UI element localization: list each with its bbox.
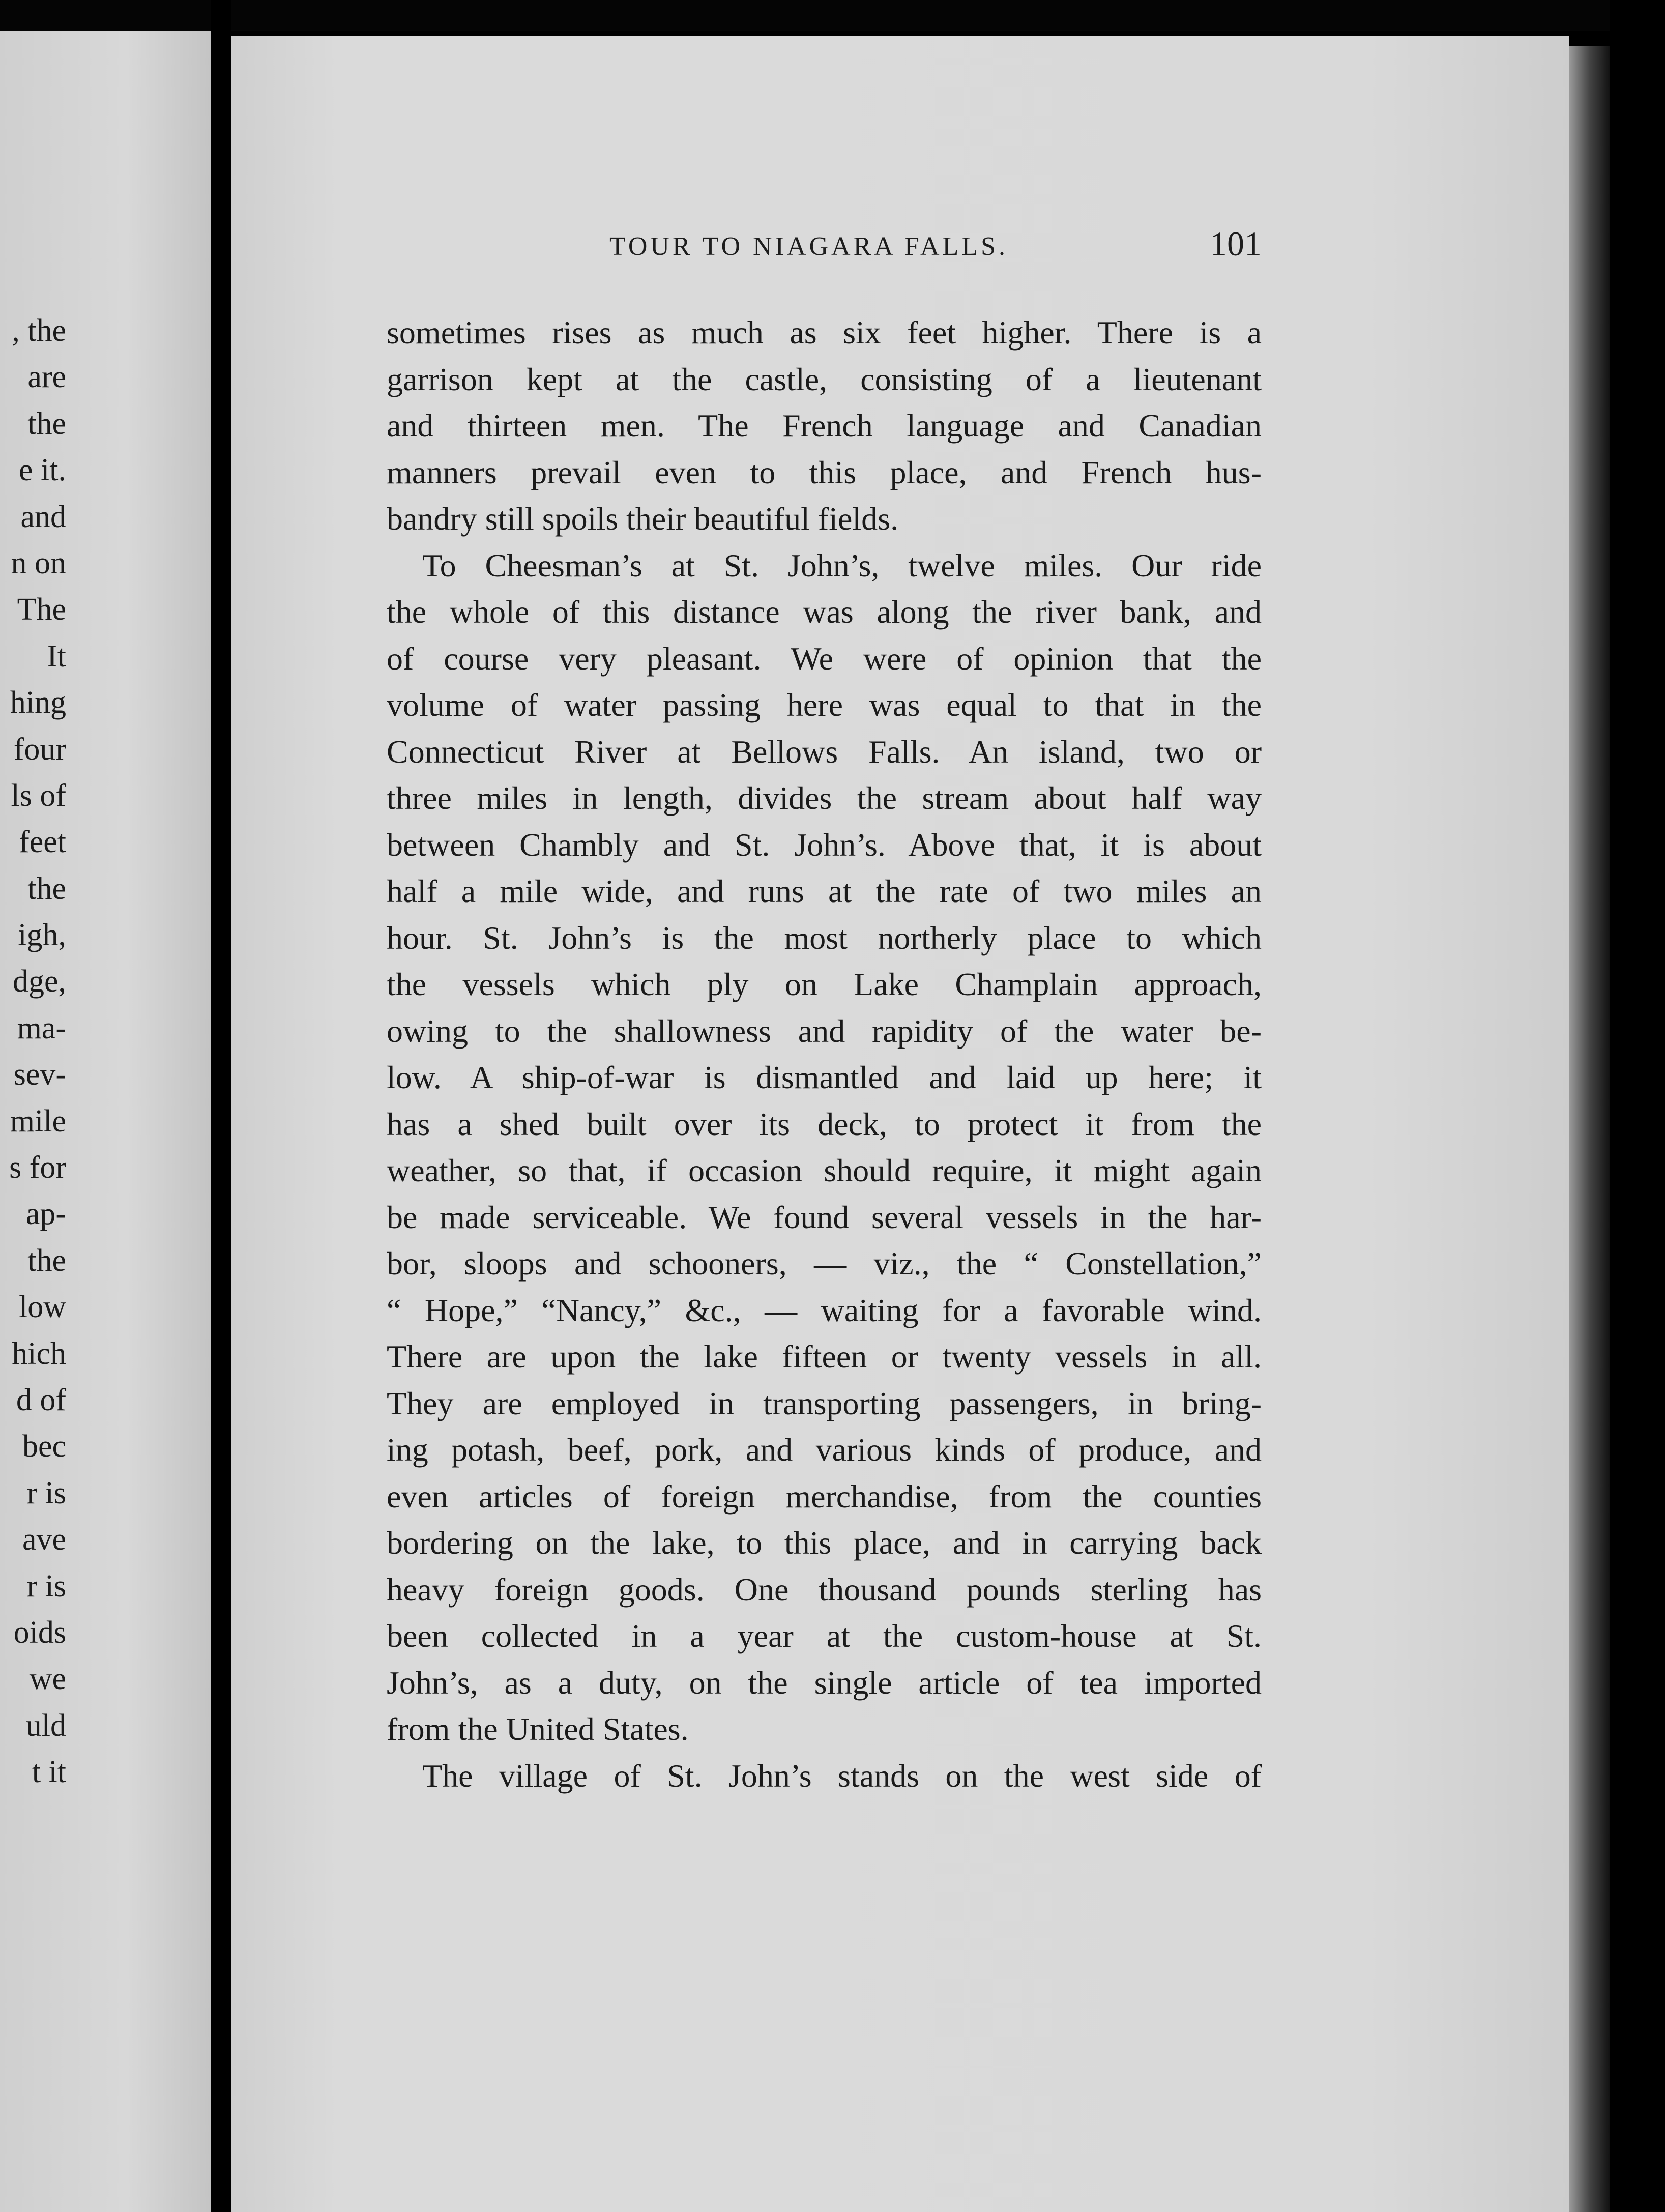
text-line: the vessels which ply on Lake Champlain approach, [387, 966, 1262, 1002]
prev-line: hich [12, 1336, 66, 1371]
body-text [387, 309, 1262, 1799]
text-line: low. A ship-of-war is dismantled and laid up here; it [387, 1059, 1262, 1095]
gutter-divider [211, 0, 231, 2212]
text-line: ing potash, beef, pork, and various kinds of produce, and [387, 1432, 1262, 1468]
text-line: three miles in length, divides the stream about half way [387, 780, 1262, 816]
prev-line: we [29, 1662, 66, 1697]
prev-line: and [20, 499, 66, 534]
text-line: of course very pleasant. We were of opinion that the [387, 640, 1262, 677]
text-line: There are upon the lake fifteen or twenty vessels in all. [387, 1338, 1262, 1375]
text-line: Connecticut River at Bellows Falls. An island, two or [387, 733, 1262, 770]
text-line: manners prevail even to this place, and French hus- [387, 454, 1262, 490]
prev-line: ma- [17, 1010, 66, 1045]
page-number: 101 [1210, 224, 1262, 263]
text-line: John’s, as a duty, on the single article of tea imported [387, 1664, 1262, 1701]
prev-line: mile [10, 1103, 66, 1139]
prev-line: feet [19, 825, 66, 860]
text-line: heavy foreign goods. One thousand pounds sterling has [387, 1571, 1262, 1608]
text-line: volume of water passing here was equal to that in the [387, 687, 1262, 723]
prev-line: ap- [25, 1197, 66, 1232]
text-line: and thirteen men. The French language and Canadian [387, 408, 1262, 444]
prev-line: the [27, 1243, 66, 1278]
text-line: sometimes rises as much as six feet higher. There is a [387, 314, 1262, 351]
text-line: owing to the shallowness and rapidity of the water be- [387, 1012, 1262, 1049]
prev-line: r is [26, 1475, 66, 1510]
prev-line: n on [11, 545, 66, 580]
prev-line: dge, [12, 964, 66, 999]
prev-line: bec [22, 1429, 66, 1464]
paragraph-first-line: To Cheesman’s at St. John’s, twelve miles. Our ride [422, 547, 1262, 584]
prev-line: e it. [19, 453, 66, 488]
text-line: half a mile wide, and runs at the rate of two miles an [387, 873, 1262, 909]
prev-line: ave [22, 1522, 66, 1557]
prev-line: are [27, 360, 66, 395]
prev-line: oids [13, 1615, 66, 1650]
prev-line: r is [26, 1568, 66, 1604]
previous-page-text [0, 308, 66, 1796]
scan-top-border [0, 0, 1665, 31]
prev-line: hing [10, 685, 66, 720]
prev-line: t it [32, 1755, 66, 1790]
prev-line: The [17, 592, 66, 627]
text-line: be made serviceable. We found several vessels in the har- [387, 1199, 1262, 1235]
text-line: bandry still spoils their beautiful fields. [387, 501, 899, 537]
paragraph-first-line: The village of St. John’s stands on the west side of [422, 1757, 1262, 1794]
text-line: been collected in a year at the custom-house at St. [387, 1618, 1262, 1654]
text-line: between Chambly and St. John’s. Above that, it is about [387, 826, 1262, 863]
text-line: has a shed built over its deck, to protect it from the [387, 1105, 1262, 1142]
prev-line: s for [9, 1150, 66, 1185]
prev-line: It [47, 638, 66, 674]
prev-line: sev- [13, 1057, 66, 1092]
text-line: even articles of foreign merchandise, from the counties [387, 1478, 1262, 1515]
text-line: bor, sloops and schooners, — viz., the “ Constellation,” [387, 1245, 1262, 1282]
running-head: TOUR TO NIAGARA FALLS. [609, 232, 1009, 261]
prev-line: uld [25, 1708, 66, 1743]
text-line: weather, so that, if occasion should require, it might again [387, 1152, 1262, 1188]
text-line: from the United States. [387, 1711, 689, 1747]
text-line: bordering on the lake, to this place, and in carrying back [387, 1525, 1262, 1561]
previous-page-edge [0, 31, 211, 2212]
text-line: the whole of this distance was along the river bank, and [387, 594, 1262, 630]
prev-line: the [27, 406, 66, 441]
prev-line: igh, [18, 918, 66, 953]
scan-right-border [1610, 0, 1665, 2212]
prev-line: four [13, 732, 66, 767]
text-line: They are employed in transporting passengers, in bring- [387, 1385, 1262, 1421]
prev-line: ls of [11, 778, 66, 813]
text-line: hour. St. John’s is the most northerly place to which [387, 919, 1262, 956]
prev-line: , the [12, 313, 66, 348]
binding-shadow [1569, 46, 1610, 2212]
text-line: garrison kept at the castle, consisting of a lieutenant [387, 361, 1262, 397]
prev-line: d of [16, 1382, 66, 1417]
prev-line: low [19, 1290, 66, 1325]
text-line: “ Hope,” “Nancy,” &c., — waiting for a favorable wind. [387, 1292, 1262, 1328]
prev-line: the [27, 871, 66, 906]
